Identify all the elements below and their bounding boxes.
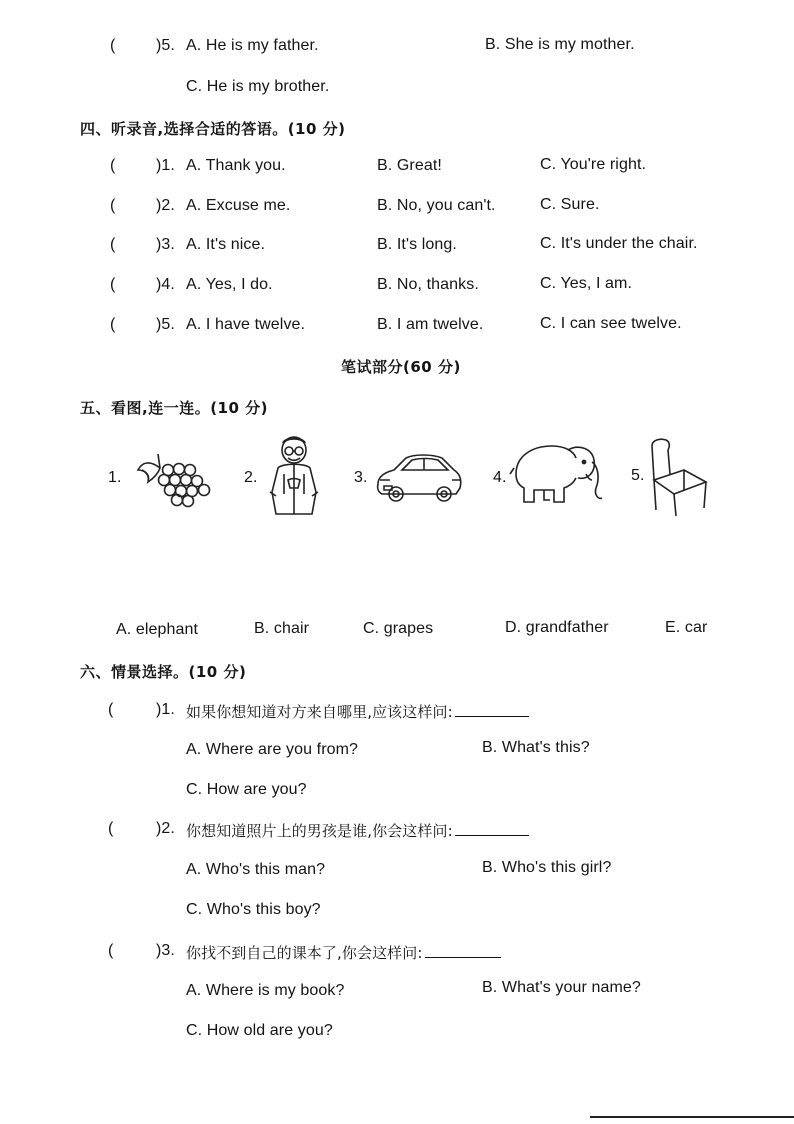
question-bracket: ( — [110, 276, 116, 293]
option-b: B. What's your name? — [482, 979, 641, 996]
chair-icon — [640, 434, 716, 518]
option-c: C. Sure. — [540, 196, 600, 213]
option-a: A. Where are you from? — [186, 741, 359, 758]
question-bracket: ( — [108, 820, 114, 837]
option-c: C. Yes, I am. — [540, 275, 633, 292]
page-edge-line — [590, 1116, 794, 1118]
option-a: A. Who's this man? — [186, 861, 326, 878]
question-text: 你想知道照片上的男孩是谁,你会这样问: — [186, 820, 529, 841]
option-b: B. No, thanks. — [377, 276, 479, 293]
picture-number: 1. — [108, 469, 122, 486]
option-c: C. You're right. — [540, 156, 647, 173]
question-bracket: ( — [110, 236, 116, 253]
picture-number: 3. — [354, 469, 368, 486]
question-bracket: ( — [108, 942, 114, 959]
answer-blank[interactable] — [425, 942, 501, 958]
grandfather-icon — [262, 434, 328, 520]
question-number: )3. — [156, 236, 175, 253]
option-b: B. She is my mother. — [485, 36, 635, 53]
option-b: B. It's long. — [377, 236, 457, 253]
picture-number: 2. — [244, 469, 258, 486]
option-a: A. I have twelve. — [186, 316, 306, 333]
section5-title: 五、看图,连一连。(10 分) — [80, 399, 269, 417]
question-text: 如果你想知道对方来自哪里,应该这样问: — [186, 701, 529, 722]
question-number: )1. — [156, 157, 175, 174]
option-a: A. Thank you. — [186, 157, 286, 174]
question-text: 你找不到自己的课本了,你会这样问: — [186, 942, 501, 963]
option-c: C. How are you? — [186, 781, 307, 798]
question-number: )2. — [156, 820, 175, 837]
section6-title: 六、情景选择。(10 分) — [80, 663, 247, 681]
option-c: C. It's under the chair. — [540, 235, 698, 252]
question-bracket: ( — [110, 197, 116, 214]
option-a: A. Where is my book? — [186, 982, 345, 999]
elephant-icon — [508, 438, 606, 510]
grapes-icon — [120, 448, 216, 510]
question-number: )5. — [156, 316, 175, 333]
option-a: A. Yes, I do. — [186, 276, 273, 293]
question-bracket: ( — [110, 37, 116, 54]
option-b: B. Great! — [377, 157, 442, 174]
picture-number: 4. — [493, 469, 507, 486]
question-number: )4. — [156, 276, 175, 293]
option-b: B. No, you can't. — [377, 197, 496, 214]
section4-title: 四、听录音,选择合适的答语。(10 分) — [80, 120, 346, 138]
question-number: )1. — [156, 701, 175, 718]
word-option: E. car — [665, 619, 708, 636]
option-c: C. How old are you? — [186, 1022, 333, 1039]
option-b: B. What's this? — [482, 739, 590, 756]
option-c: C. I can see twelve. — [540, 315, 682, 332]
option-a: A. It's nice. — [186, 236, 266, 253]
word-option: B. chair — [254, 620, 310, 637]
option-b: B. I am twelve. — [377, 316, 484, 333]
option-c: C. Who's this boy? — [186, 901, 321, 918]
answer-blank[interactable] — [455, 701, 529, 717]
answer-blank[interactable] — [455, 820, 529, 836]
option-a: A. He is my father. — [186, 37, 319, 54]
word-option: C. grapes — [363, 620, 434, 637]
option-c: C. He is my brother. — [186, 78, 330, 95]
word-option: D. grandfather — [505, 619, 609, 636]
written-part-heading: 笔试部分(60 分) — [341, 358, 461, 376]
picture-number: 5. — [631, 467, 645, 484]
word-option: A. elephant — [116, 621, 199, 638]
question-number: )3. — [156, 942, 175, 959]
question-number: )2. — [156, 197, 175, 214]
question-bracket: ( — [110, 157, 116, 174]
option-b: B. Who's this girl? — [482, 859, 612, 876]
car-icon — [372, 448, 464, 506]
option-a: A. Excuse me. — [186, 197, 291, 214]
question-bracket: ( — [110, 316, 116, 333]
question-bracket: ( — [108, 701, 114, 718]
question-number: )5. — [156, 37, 175, 54]
